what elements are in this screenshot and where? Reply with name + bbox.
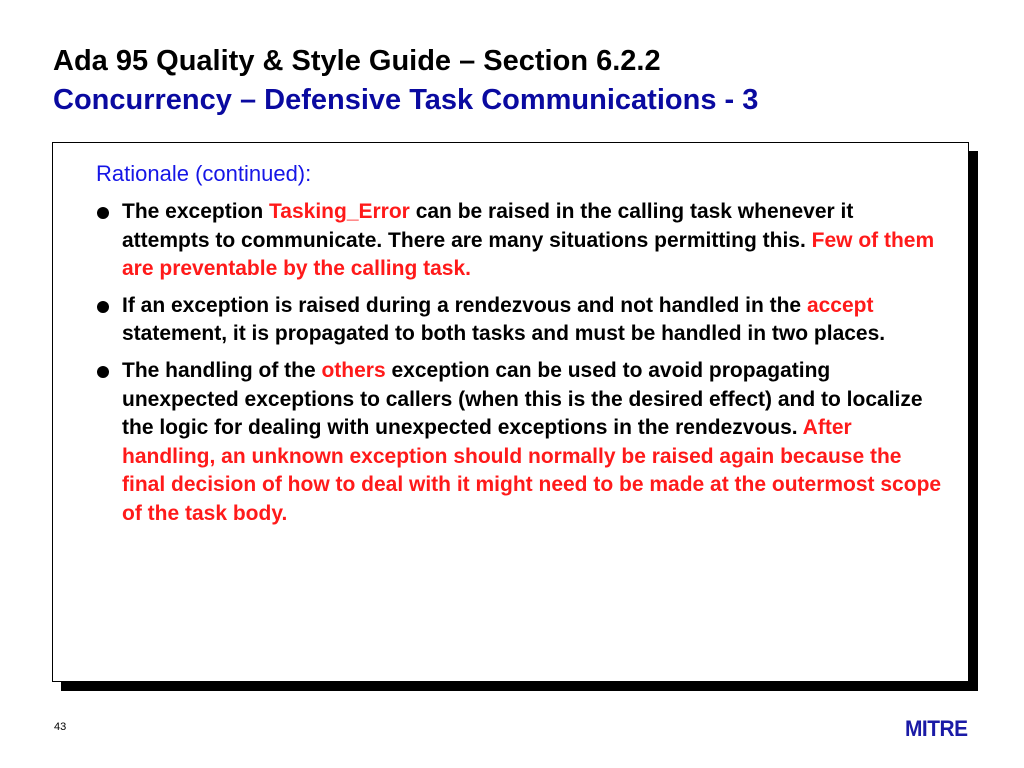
slide-subtitle: Concurrency – Defensive Task Communications - 3 — [53, 84, 759, 116]
bullet-item-others — [96, 357, 946, 529]
slide-title: Ada 95 Quality & Style Guide – Section 6.2.2 — [53, 45, 661, 77]
bullet-text: statement, it is propagated to both tasks and must be handled in two places. — [122, 322, 886, 346]
bullet-text: can be raised in the calling task whenever it attempts to communicate. There are many situations permitting this. — [122, 200, 854, 252]
bullet-text: exception can be used to avoid propagating unexpected exceptions to callers (when this is the desired effect) and to localize the logic for dealing with unexpected exceptions in the rendezvous. — [122, 358, 923, 440]
bullet-text: The exception — [122, 200, 270, 223]
bullet-emphasis: accept — [806, 293, 874, 317]
bullet-dot-icon — [97, 207, 109, 219]
bullet-text: If an exception is raised during a rendezvous and not handled in the — [122, 293, 807, 317]
bullet-emphasis: Tasking_Error — [269, 200, 410, 223]
bullet-item-tasking-error — [96, 198, 946, 284]
bullet-dot-icon — [97, 301, 109, 313]
bullet-emphasis: others — [321, 358, 386, 382]
bullet-item-accept — [96, 292, 946, 349]
bullet-emphasis: After handling, an unknown exception should normally be raised again because the final decision of how to deal with it might need to be made at the outermost scope of the task body. — [122, 416, 942, 525]
page-number: 43 — [54, 721, 67, 733]
bullet-emphasis: Few of them are preventable by the calling task. — [122, 228, 935, 281]
rationale-heading: Rationale (continued): — [96, 161, 312, 186]
mitre-logo: MITRE — [905, 716, 968, 741]
bullet-text: The handling of the — [122, 358, 322, 382]
bullet-dot-icon — [97, 366, 109, 378]
bullet-list — [96, 198, 946, 537]
